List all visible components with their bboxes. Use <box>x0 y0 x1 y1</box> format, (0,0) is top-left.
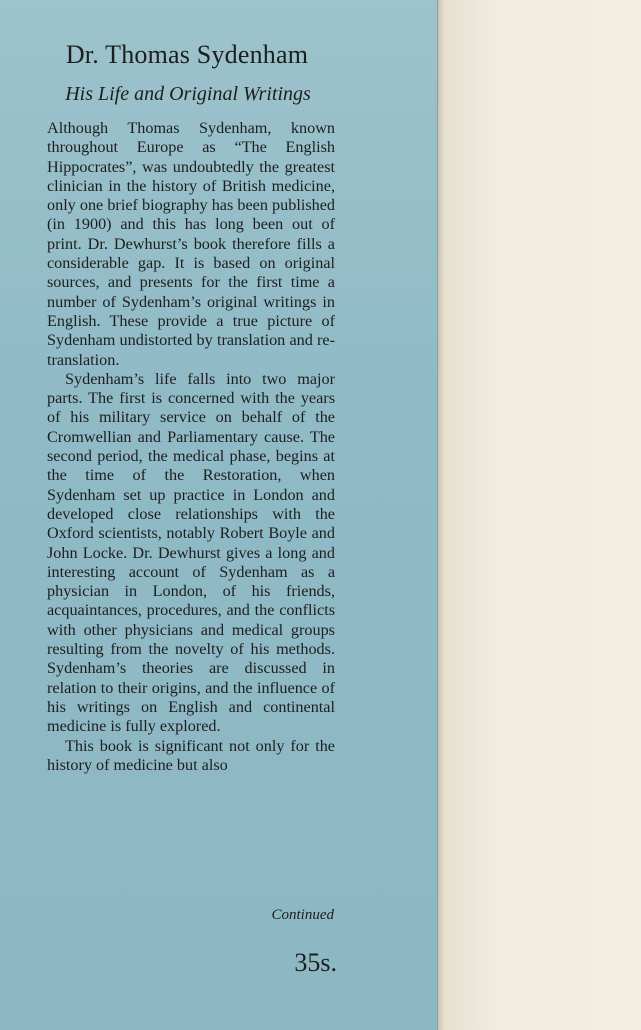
book-subtitle: His Life and Original Writings <box>65 83 311 105</box>
blurb-paragraph-3: This book is significant not only for the history of medicine but also <box>47 736 335 774</box>
flap-fold-shadow <box>438 0 444 1030</box>
book-title: Dr. Thomas Sydenham <box>65 40 309 69</box>
blurb-paragraph-1: Although Thomas Sydenham, known throughout Europe as “The English Hippocrates”, was undoubtedly the greatest clinician in the history of British medicine, only one brief biography has been published (in 1900) and this has long been out of print. Dr. Dewhurst’s book therefore fills a considerable gap. It is based on original sources, and presents for the first time a number of Sydenham’s original writings in English. These provide a true picture of Sydenham undistorted by translation and re-translation. <box>47 119 335 369</box>
book-cover-inner-panel <box>438 0 641 1030</box>
price-label: 35s. <box>294 948 337 977</box>
blurb-text <box>47 119 335 775</box>
continued-label: Continued <box>271 907 334 923</box>
blurb-paragraph-2: Sydenham’s life falls into two major parts. The first is concerned with the years of his military service on behalf of the Cromwellian and Parliamentary cause. The second period, the medical phase, begins at the time of the Restoration, when Sydenham set up practice in London and developed close relationships with the Oxford scientists, notably Robert Boyle and John Locke. Dr. Dewhurst gives a long and interesting account of Sydenham as a physician in London, of his friends, acquaintances, procedures, and the conflicts with other physicians and medical groups resulting from the novelty of his methods. Sydenham’s theories are discussed in relation to their origins, and the influence of his writings on English and continental medicine is fully explored. <box>47 369 335 736</box>
